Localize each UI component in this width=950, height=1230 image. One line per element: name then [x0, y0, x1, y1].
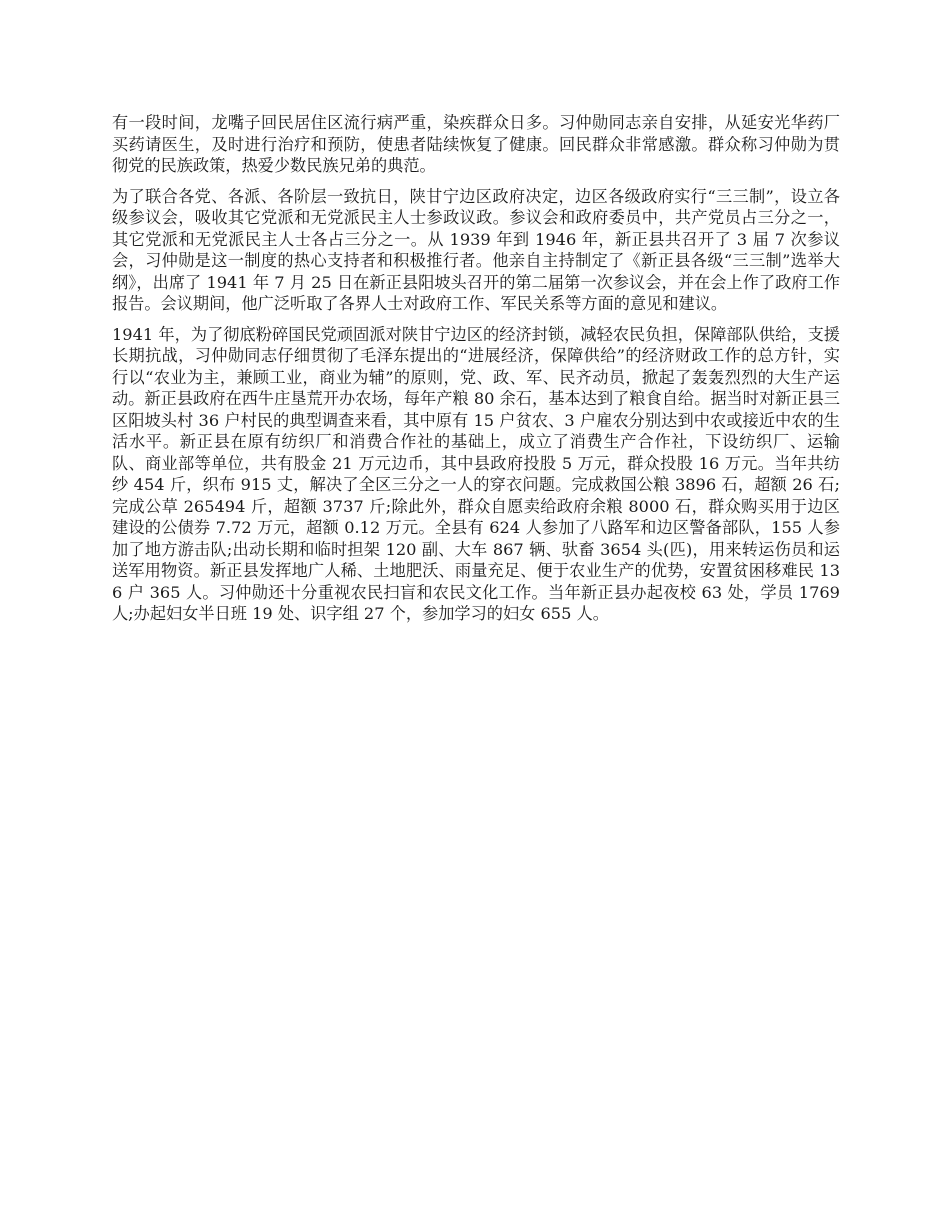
paragraph-2: 为了联合各党、各派、各阶层一致抗日，陕甘宁边区政府决定，边区各级政府实行“三三制”，设立各级参议会，吸收其它党派和无党派民主人士参政议政。参议会和政府委员中，共产党员占三分之一，其它党派和无党派民主人士各占三分之一。从 1939 年到 1946 年，新正县共召开了 3 届 7 次参议会，习仲勋是这一制度的热心支持者和积极推行者。他亲自主持制定了《新正县各级“三三制”选举大纲》，出席了 1941 年 7 月 25 日在新正县阳坡头召开的第二届第一次参议会，并在会上作了政府工作报告。会议期间，他广泛听取了各界人士对政府工作、军民关系等方面的意见和建议。 — [112, 186, 840, 313]
document-body — [112, 112, 840, 634]
paragraph-3: 1941 年，为了彻底粉碎国民党顽固派对陕甘宁边区的经济封锁，减轻农民负担，保障部队供给，支援长期抗战，习仲勋同志仔细贯彻了毛泽东提出的“进展经济，保障供给”的经济财政工作的总方针，实行以“农业为主，兼顾工业，商业为辅”的原则，党、政、军、民齐动员，掀起了轰轰烈烈的大生产运动。新正县政府在西牛庄垦荒开办农场，每年产粮 80 余石，基本达到了粮食自给。据当时对新正县三区阳坡头村 36 户村民的典型调查来看，其中原有 15 户贫农、3 户雇农分别达到中农或接近中农的生活水平。新正县在原有纺织厂和消费合作社的基础上，成立了消费生产合作社，下设纺织厂、运输队、商业部等单位，共有股金 21 万元边币，其中县政府投股 5 万元，群众投股 16 万元。当年共纺纱 454 斤，织布 915 丈，解决了全区三分之一人的穿衣问题。完成救国公粮 3896 石，超额 26 石;完成公草 265494 斤，超额 3737 斤;除此外，群众自愿卖给政府余粮 8000 石，群众购买用于边区建设的公债券 7.72 万元，超额 0.12 万元。全县有 624 人参加了八路军和边区警备部队，155 人参加了地方游击队;出动长期和临时担架 120 副、大车 867 辆、驮畜 3654 头(匹)，用来转运伤员和运送军用物资。新正县发挥地广人稀、土地肥沃、雨量充足、便于农业生产的优势，安置贫困移难民 136 户 365 人。习仲勋还十分重视农民扫盲和农民文化工作。当年新正县办起夜校 63 处，学员 1769 人;办起妇女半日班 19 处、识字组 27 个，参加学习的妇女 655 人。 — [112, 324, 840, 623]
paragraph-1: 有一段时间，龙嘴子回民居住区流行病严重，染疾群众日多。习仲勋同志亲自安排，从延安光华药厂买药请医生，及时进行治疗和预防，使患者陆续恢复了健康。回民群众非常感激。群众称习仲勋为贯彻党的民族政策，热爱少数民族兄弟的典范。 — [112, 113, 840, 175]
